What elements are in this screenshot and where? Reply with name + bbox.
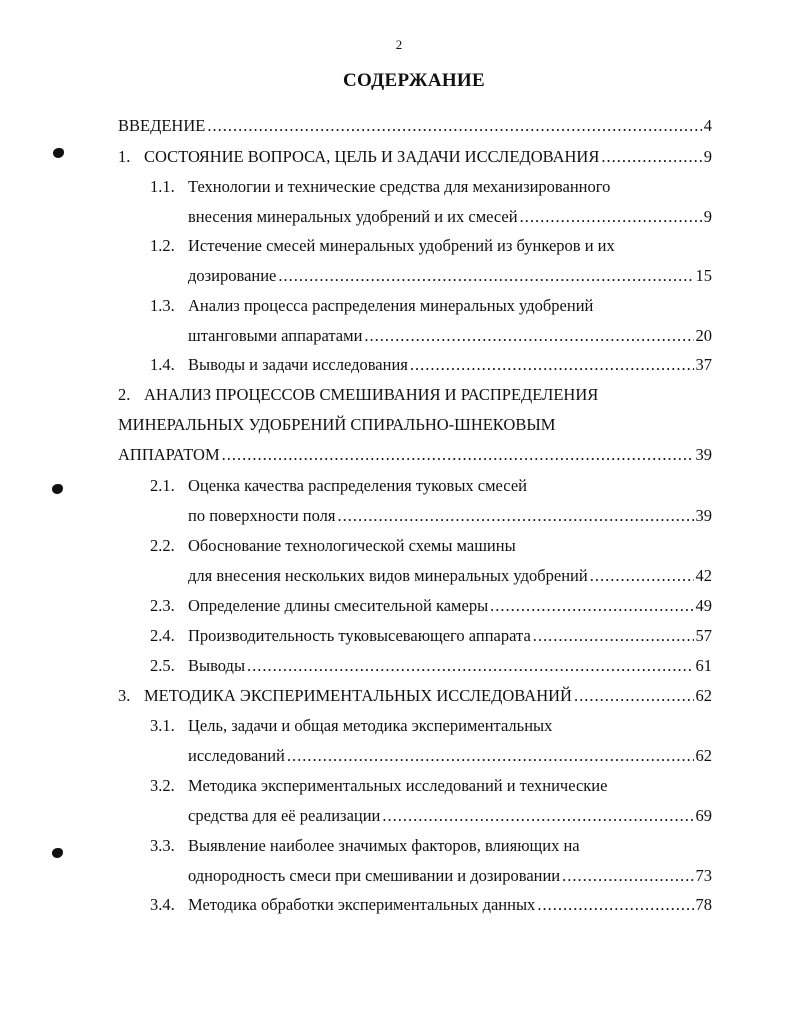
toc-page: 61 xyxy=(695,656,712,675)
toc-page: 4 xyxy=(703,116,712,135)
toc-page: 42 xyxy=(695,566,712,585)
dot-leader xyxy=(247,655,693,677)
toc-page: 39 xyxy=(695,506,712,525)
toc-text: Обоснование технологической схемы машины xyxy=(188,536,516,555)
toc-entry-3-1-cont[interactable] xyxy=(188,745,712,767)
toc-entry-2-2[interactable] xyxy=(150,535,712,557)
toc-text: АППАРАТОМ xyxy=(118,445,220,464)
toc-number: 3.4. xyxy=(150,895,175,914)
toc-text: по поверхности поля xyxy=(188,506,336,525)
toc-number: 2.5. xyxy=(150,656,175,675)
toc-entry-1-4[interactable] xyxy=(150,354,712,376)
dot-leader xyxy=(364,325,693,347)
toc-text: СОСТОЯНИЕ ВОПРОСА, ЦЕЛЬ И ЗАДАЧИ ИССЛЕДОВАНИЯ xyxy=(144,147,600,166)
toc-entry-3-1[interactable] xyxy=(150,715,712,737)
dot-leader xyxy=(562,865,693,887)
toc-page: 37 xyxy=(695,355,712,374)
toc-entry-1-2[interactable] xyxy=(150,235,712,257)
toc-text: штанговыми аппаратами xyxy=(188,326,363,345)
toc-page: 9 xyxy=(703,207,712,226)
toc-page: 69 xyxy=(695,806,712,825)
dot-leader xyxy=(410,354,694,376)
toc-text: Истечение смесей минеральных удобрений из бункеров и их xyxy=(188,236,615,255)
toc-number: 1.3. xyxy=(150,296,175,315)
toc-text: средства для её реализации xyxy=(188,806,381,825)
page-number: 2 xyxy=(395,37,403,52)
toc-entry-2-1[interactable] xyxy=(150,475,712,497)
toc-entry-3-2-cont[interactable] xyxy=(188,805,712,827)
toc-number: 1.2. xyxy=(150,236,175,255)
toc-text: Выводы и задачи исследования xyxy=(188,355,408,374)
dot-leader xyxy=(537,894,693,916)
toc-page: 20 xyxy=(695,326,712,345)
toc-page: 78 xyxy=(695,895,712,914)
toc-text: внесения минеральных удобрений и их смесей xyxy=(188,207,518,226)
dot-leader xyxy=(207,115,701,137)
toc-page: 9 xyxy=(703,147,712,166)
toc-text: для внесения нескольких видов минеральных удобрений xyxy=(188,566,588,585)
toc-entry-2-5[interactable] xyxy=(150,655,712,677)
toc-text: Выявление наиболее значимых факторов, влияющих на xyxy=(188,836,580,855)
toc-page: 62 xyxy=(695,686,712,705)
toc-entry-chapter-3[interactable] xyxy=(118,685,712,707)
toc-text: Цель, задачи и общая методика экспериментальных xyxy=(188,716,553,735)
toc-entry-1-2-cont[interactable] xyxy=(188,265,712,287)
toc-text: Методика экспериментальных исследований и технические xyxy=(188,776,608,795)
toc-number: 2.2. xyxy=(150,536,175,555)
toc-page: 39 xyxy=(695,445,712,464)
toc-entry-chapter-1[interactable] xyxy=(118,146,712,168)
toc-number: 1.1. xyxy=(150,177,175,196)
dot-leader xyxy=(590,565,694,587)
toc-page: 15 xyxy=(695,266,712,285)
toc-number: 2.4. xyxy=(150,626,175,645)
toc-text: Технологии и технические средства для механизированного xyxy=(188,177,611,196)
toc-page: 73 xyxy=(695,866,712,885)
dot-leader xyxy=(337,505,693,527)
toc-text: Методика обработки экспериментальных данных xyxy=(188,895,536,914)
toc-number: 2.3. xyxy=(150,596,175,615)
dot-leader xyxy=(382,805,693,827)
toc-number: 3. xyxy=(118,686,131,705)
toc-entry-2-4[interactable] xyxy=(150,625,712,647)
toc-text: Производительность туковысевающего аппарата xyxy=(188,626,531,645)
toc-entry-1-1[interactable] xyxy=(150,176,712,198)
toc-entry-chapter-2-cont[interactable] xyxy=(118,414,712,436)
toc-entry-1-3-cont[interactable] xyxy=(188,325,712,347)
margin-mark xyxy=(52,848,63,858)
toc-entry-2-2-cont[interactable] xyxy=(188,565,712,587)
dot-leader xyxy=(601,146,701,168)
toc-text: МИНЕРАЛЬНЫХ УДОБРЕНИЙ СПИРАЛЬНО-ШНЕКОВЫМ xyxy=(118,415,556,434)
toc-text: однородность смеси при смешивании и дозировании xyxy=(188,866,561,885)
toc-text: Выводы xyxy=(188,656,246,675)
dot-leader xyxy=(490,595,693,617)
toc-entry-chapter-2-cont2[interactable] xyxy=(118,444,712,466)
dot-leader xyxy=(278,265,693,287)
toc-number: 3.2. xyxy=(150,776,175,795)
toc-entry-intro[interactable] xyxy=(118,115,712,137)
toc-entry-2-3[interactable] xyxy=(150,595,712,617)
dot-leader xyxy=(222,444,694,466)
toc-entry-3-2[interactable] xyxy=(150,775,712,797)
toc-text: исследований xyxy=(188,746,285,765)
toc-number: 2.1. xyxy=(150,476,175,495)
toc-number: 1.4. xyxy=(150,355,175,374)
page-title: СОДЕРЖАНИЕ xyxy=(343,70,485,91)
toc-number: 2. xyxy=(118,385,131,404)
toc-text: АНАЛИЗ ПРОЦЕССОВ СМЕШИВАНИЯ И РАСПРЕДЕЛЕНИЯ xyxy=(144,385,599,404)
toc-entry-1-3[interactable] xyxy=(150,295,712,317)
toc-number: 3.1. xyxy=(150,716,175,735)
toc-text: дозирование xyxy=(188,266,277,285)
toc-number: 1. xyxy=(118,147,131,166)
toc-page: 49 xyxy=(695,596,712,615)
toc-page: 62 xyxy=(695,746,712,765)
dot-leader xyxy=(520,206,702,228)
toc-entry-3-4[interactable] xyxy=(150,894,712,916)
toc-page: 57 xyxy=(695,626,712,645)
toc-entry-3-3[interactable] xyxy=(150,835,712,857)
toc-number: 3.3. xyxy=(150,836,175,855)
toc-entry-chapter-2[interactable] xyxy=(118,384,712,406)
toc-text: Оценка качества распределения туковых смесей xyxy=(188,476,527,495)
toc-entry-3-3-cont[interactable] xyxy=(188,865,712,887)
toc-entry-1-1-cont[interactable] xyxy=(188,206,712,228)
dot-leader xyxy=(287,745,694,767)
dot-leader xyxy=(533,625,694,647)
toc-text: Анализ процесса распределения минеральных удобрений xyxy=(188,296,594,315)
margin-mark xyxy=(52,484,63,494)
toc-text: ВВЕДЕНИЕ xyxy=(118,116,206,135)
dot-leader xyxy=(574,685,694,707)
toc-text: МЕТОДИКА ЭКСПЕРИМЕНТАЛЬНЫХ ИССЛЕДОВАНИЙ xyxy=(144,686,572,705)
margin-mark xyxy=(53,148,64,158)
toc-entry-2-1-cont[interactable] xyxy=(188,505,712,527)
toc-text: Определение длины смесительной камеры xyxy=(188,596,489,615)
